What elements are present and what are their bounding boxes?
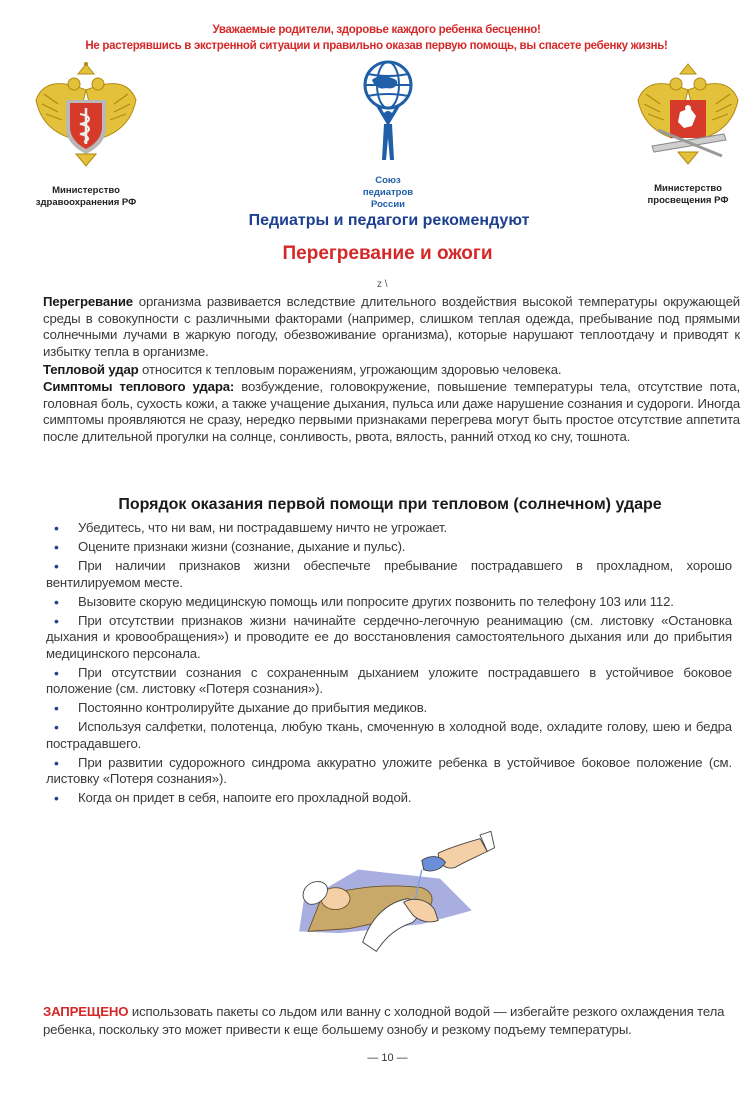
bullet-icon: • — [54, 790, 59, 806]
text-symptoms: возбуждение, головокружение, повышение температуры тела, отсутствие пота, головная боль, сухость кожи, а также учащение дыхания, пульса или даже нарушение сознания и судороги. Иногда симптомы проявляются не сразу, нередко первыми признаками перегрева могут быть простое отсутствие аппетита после длительной прогулки на солнце, сонливость, рвота, вялость, ранний отход ко сну, тошнота. — [43, 379, 741, 444]
bullet-icon: • — [54, 719, 59, 735]
warning-text: использовать пакеты со льдом или ванну с холодной водой — избегайте резкого охлаждения тела ребенка, поскольку это может привести к еще большему ознобу и резкому подъему температуры. — [43, 1004, 725, 1037]
bullet-icon: • — [54, 664, 59, 681]
logo-left-caption-1: Министерство — [52, 185, 120, 196]
bullet-icon: • — [54, 520, 59, 536]
intro-heatstroke — [43, 362, 740, 379]
warning-word: ЗАПРЕЩЕНО — [43, 1004, 129, 1019]
logo-center-caption-3: России — [370, 199, 406, 210]
step-item: • Используя салфетки, полотенца, любую ткань, смоченную в холодной воде, охладите голову, шею и бедра пострадавшего. — [46, 719, 732, 751]
term-overheating: Перегревание — [43, 294, 133, 309]
bullet-icon: • — [54, 612, 59, 629]
stray-mark: z \ — [377, 279, 388, 290]
logo-right-caption-1: Министерство — [654, 183, 722, 194]
cooling-patient-illustration-icon — [285, 815, 495, 965]
text-overheating: организма развивается вследствие длительного воздействия высокой температуры окружающей среды в совокупности с различными факторами (например, слишком теплая одежда, пребывание под прямыми солнечными лучами в жаркую погоду, обезвоживание организма), которые нарушают теплоотдачу и приводят к избытку тепла в организме. — [43, 294, 740, 359]
step-item: • При отсутствии сознания с сохраненным дыханием уложите пострадавшего в устойчивое боковое положение (см. листовку «Потеря сознания»). — [46, 664, 732, 696]
bullet-icon: • — [54, 558, 59, 574]
union-of-pediatricians-globe-icon — [350, 60, 426, 168]
step-item: • Оцените признаки жизни (сознание, дыхание и пульс). — [54, 539, 406, 555]
page-number: — 10 — — [367, 1052, 408, 1064]
term-heatstroke: Тепловой удар — [43, 362, 139, 377]
step-item: • Когда он придет в себя, напоите его прохладной водой. — [54, 790, 412, 806]
subtitle: Педиатры и педагоги рекомендуют — [248, 212, 530, 229]
page-title: Перегревание и ожоги — [282, 243, 493, 264]
ministry-of-education-emblem-icon — [630, 60, 746, 172]
logo-ministry-education — [630, 60, 746, 207]
step-item: • Вызовите скорую медицинскую помощь или попросите других позвонить по телефону 103 или 112. — [54, 593, 674, 610]
step-item: • Убедитесь, что ни вам, ни пострадавшему ничто не угрожает. — [54, 520, 447, 536]
term-symptoms: Симптомы теплового удара: — [43, 379, 235, 394]
bullet-icon: • — [54, 593, 59, 610]
intro-symptoms — [43, 379, 740, 445]
first-aid-title: Порядок оказания первой помощи при тепловом (солнечном) ударе — [118, 496, 662, 513]
step-item: • При отсутствии признаков жизни начинайте сердечно-легочную реанимацию (см. листовку «Остановка дыхания и кровообращения») и проводите ее до восстановления самостоятельного дыхания или до прибытия медицинского персонала. — [46, 612, 732, 661]
warning-note — [43, 1003, 740, 1039]
logo-center-caption-1: Союз — [375, 175, 401, 186]
logo-union-pediatricians — [350, 60, 426, 211]
header-line-2: Не растерявшись в экстренной ситуации и правильно оказав первую помощь, вы спасете ребенку жизнь! — [85, 40, 668, 52]
logo-ministry-health — [30, 60, 142, 209]
bullet-icon: • — [54, 700, 59, 716]
intro-overheating — [43, 294, 740, 360]
first-aid-steps — [46, 520, 732, 809]
step-item: • При развитии судорожного синдрома аккуратно уложите ребенка в устойчивое боковое положение (см. листовку «Потеря сознания»). — [46, 754, 732, 786]
logo-left-caption-2: здравоохранения РФ — [35, 197, 137, 208]
step-item: • Постоянно контролируйте дыхание до прибытия медиков. — [54, 700, 428, 716]
ministry-of-health-emblem-icon — [30, 60, 142, 170]
logo-center-caption-2: педиатров — [362, 187, 414, 198]
step-item: • При наличии признаков жизни обеспечьте пребывание пострадавшего в прохладном, хорошо вентилируемом месте. — [46, 558, 732, 590]
illustration — [285, 815, 495, 965]
logo-right-caption-2: просвещения РФ — [647, 195, 729, 206]
bullet-icon: • — [54, 539, 59, 555]
text-heatstroke: относится к тепловым поражениям, угрожающим здоровью человека. — [138, 362, 562, 377]
header-line-1: Уважаемые родители, здоровье каждого ребенка бесценно! — [212, 24, 541, 36]
bullet-icon: • — [54, 754, 59, 771]
